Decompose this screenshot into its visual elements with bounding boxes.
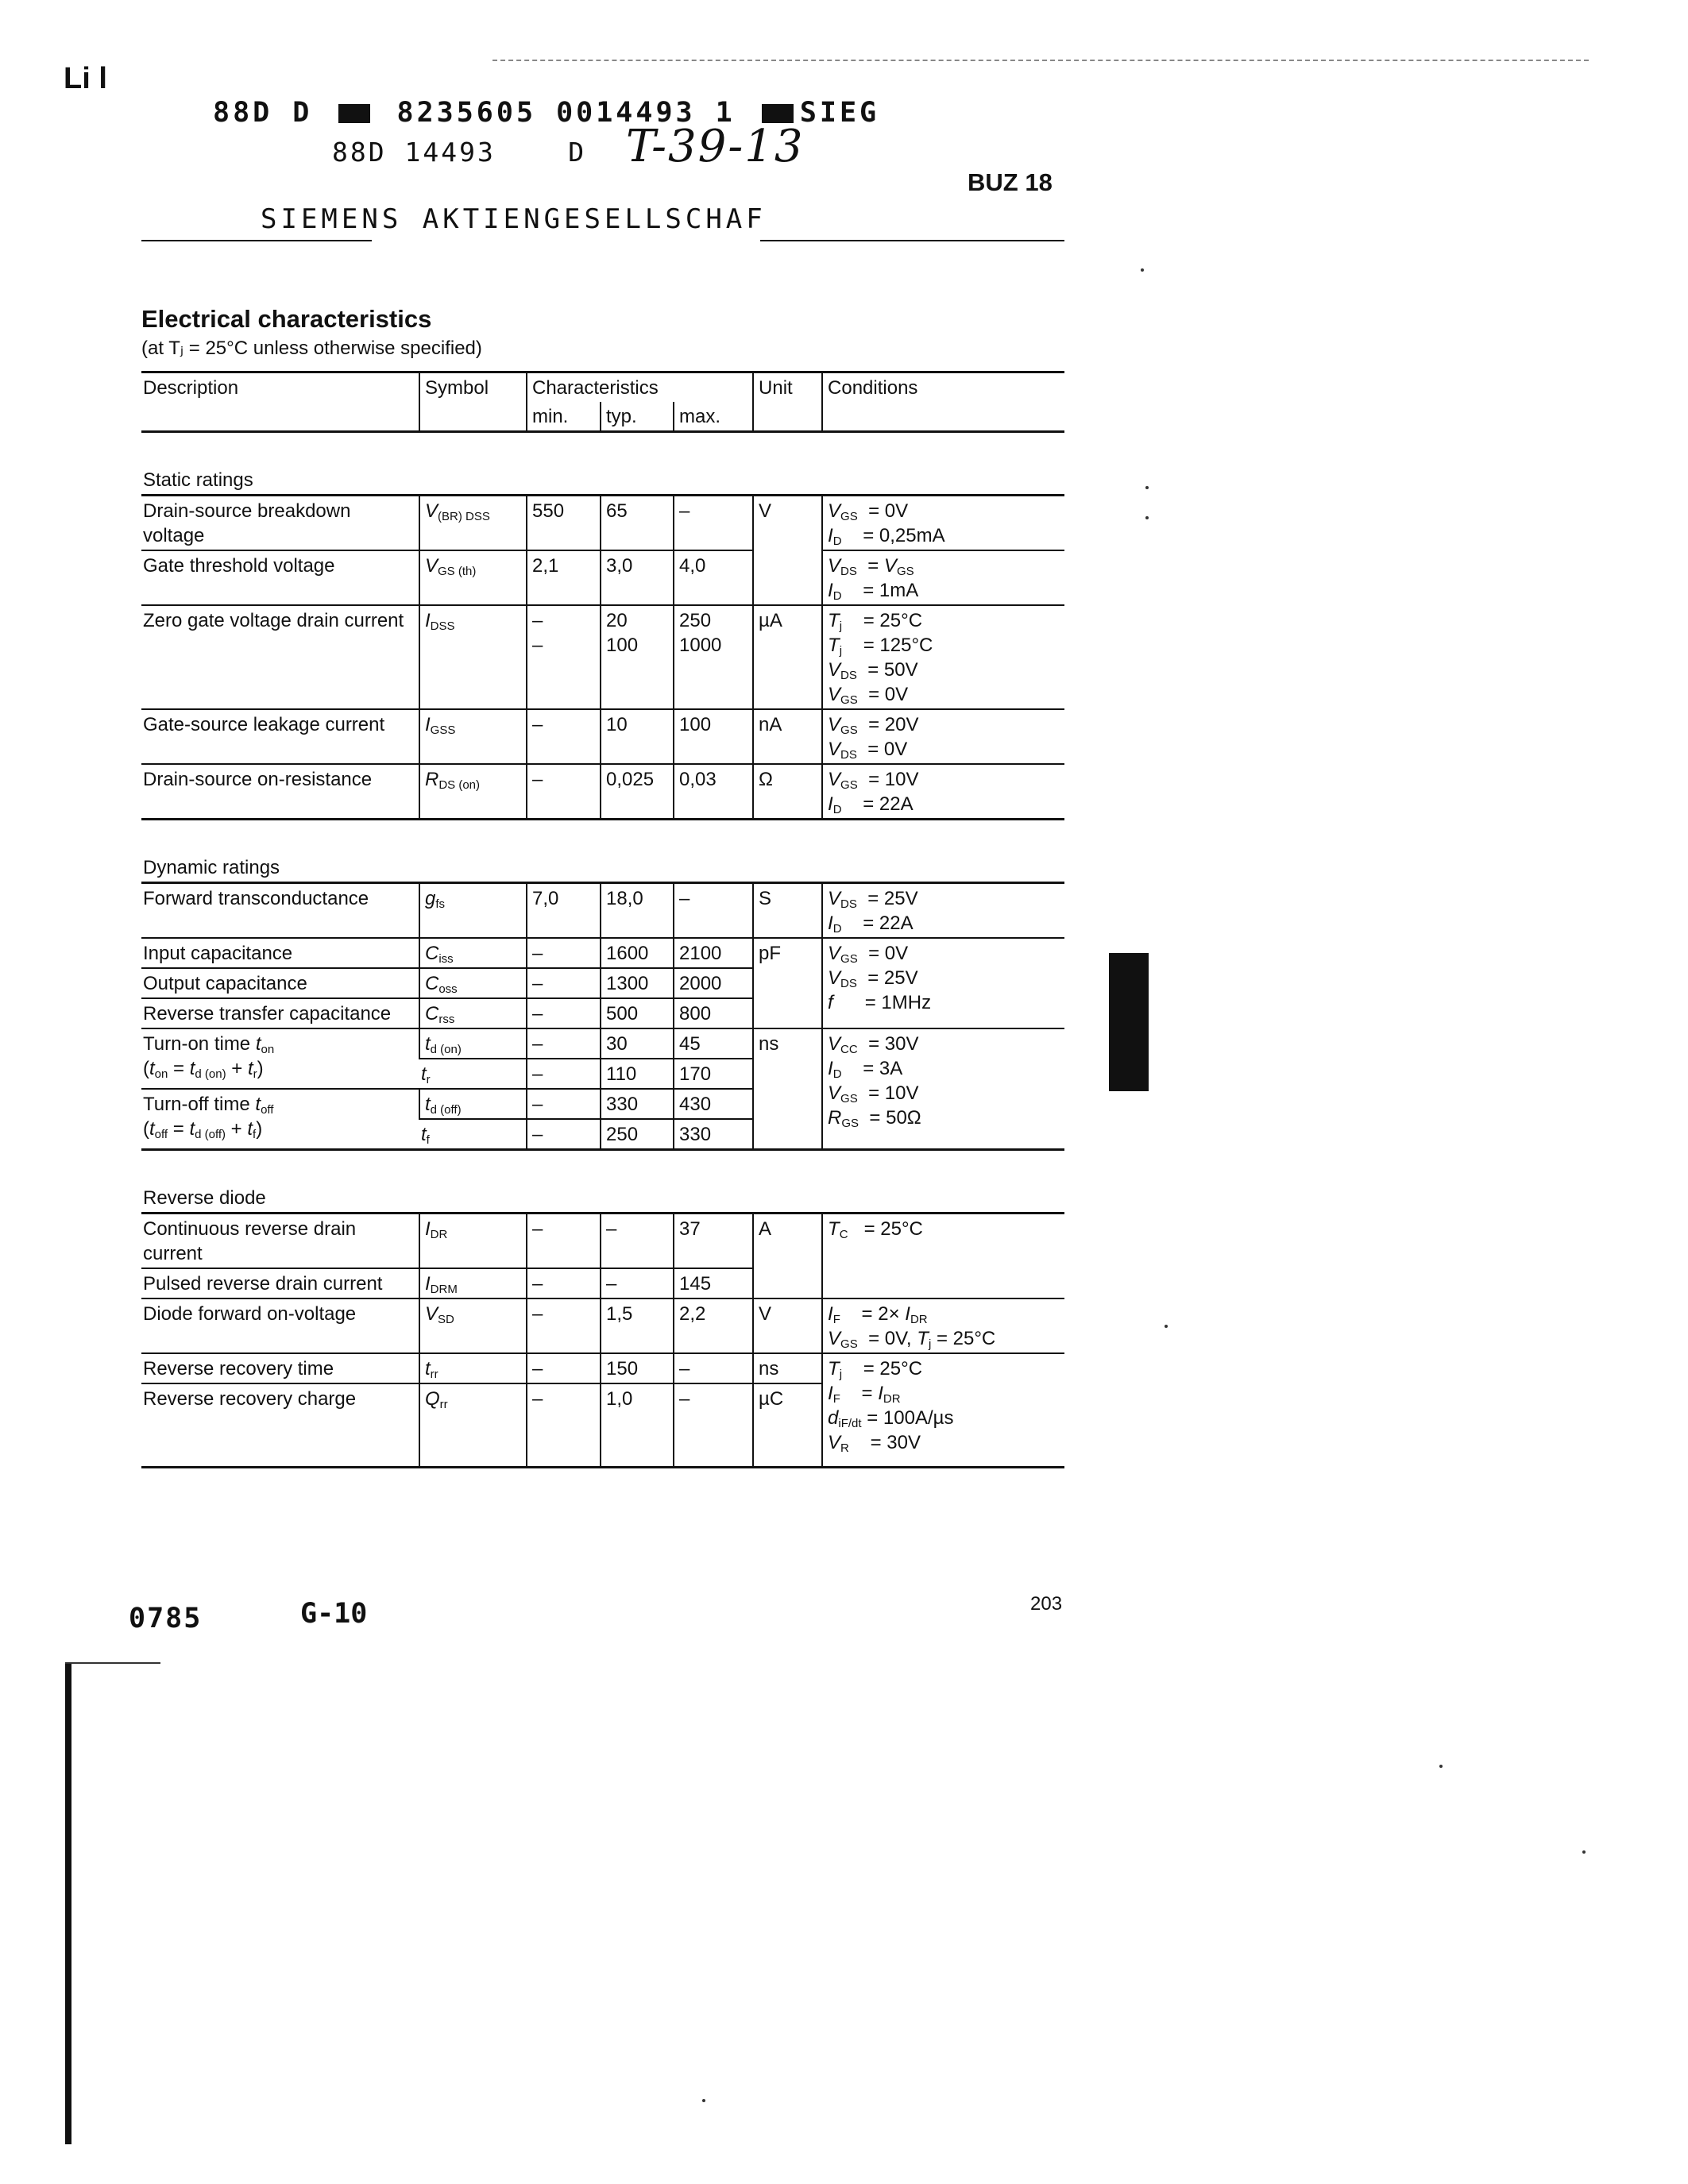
scan-speck <box>1165 1325 1168 1328</box>
row-symbol: $I_{DR}$ <box>419 1214 527 1269</box>
value-typ: 1,5 <box>601 1298 674 1353</box>
header-code-a: 88D D <box>213 97 313 129</box>
header-code-c: SIEG <box>799 97 880 129</box>
value-typ: 20 100 <box>601 605 674 709</box>
value-max: 145 <box>674 1268 753 1298</box>
scan-speck <box>1145 516 1149 519</box>
table-row <box>141 605 1064 709</box>
value-max: – <box>674 883 753 939</box>
table-row <box>141 1028 1064 1059</box>
corner-marks: Li l <box>64 62 107 95</box>
section-title: Electrical characteristics <box>141 305 432 333</box>
header-code-b: 8235605 0014493 1 <box>396 97 736 129</box>
row-symbol: $V_{SD}$ <box>419 1298 527 1353</box>
value-min: – <box>527 938 601 968</box>
value-unit: ns <box>753 1028 822 1150</box>
value-max: 170 <box>674 1059 753 1089</box>
value-typ: 1300 <box>601 968 674 998</box>
footer-code-left: 0785 <box>129 1603 203 1634</box>
value-max: – <box>674 496 753 551</box>
table-row <box>141 550 1064 605</box>
table-row <box>141 1214 1064 1269</box>
value-min: – <box>527 1028 601 1059</box>
row-symbol: $t_{d (on)}$ <box>419 1028 527 1059</box>
value-min: – <box>527 1298 601 1353</box>
value-max: 250 1000 <box>674 605 753 709</box>
value-max: 800 <box>674 998 753 1028</box>
table-subheader-row <box>141 402 1064 432</box>
value-min: – <box>527 709 601 764</box>
value-unit: ns <box>753 1353 822 1383</box>
scan-speck <box>1141 268 1144 272</box>
value-min: – <box>527 998 601 1028</box>
row-conditions: $V_{DS} = V_{GS}$ $I_D$ = 1mA <box>822 550 1064 605</box>
row-description: Continuous reverse drain current <box>141 1214 419 1269</box>
value-unit: pF <box>753 938 822 1028</box>
section-static-ratings: Static ratings <box>141 465 1064 496</box>
row-conditions: $T_j$ = 25°C $T_j$ = 125°C $V_{DS} = 50V$ $V_{GS} = 0V$ <box>822 605 1064 709</box>
value-max: 100 <box>674 709 753 764</box>
value-typ: – <box>601 1214 674 1269</box>
handwritten-code: T-39-13 <box>626 121 805 172</box>
value-max: – <box>674 1353 753 1383</box>
header-symbol: Symbol <box>419 372 527 403</box>
value-min: – <box>527 1059 601 1089</box>
value-min: – <box>527 1383 601 1467</box>
row-description: Reverse recovery time <box>141 1353 419 1383</box>
scan-speck <box>1439 1765 1443 1768</box>
value-typ: 65 <box>601 496 674 551</box>
value-typ: 30 <box>601 1028 674 1059</box>
value-max: 0,03 <box>674 764 753 820</box>
header-characteristics: Characteristics <box>527 372 753 403</box>
header-rule <box>760 240 1064 241</box>
row-symbol: $t_f$ <box>419 1119 527 1150</box>
table-header-row <box>141 372 1064 403</box>
value-unit: V <box>753 496 822 606</box>
value-max: 2000 <box>674 968 753 998</box>
header-description: Description <box>141 372 419 403</box>
footer-code-mid: G-10 <box>300 1598 368 1630</box>
value-min: 7,0 <box>527 883 601 939</box>
row-description: Turn-off time $t_{off}$ $(t_{off} = t_{d (off)} + t_f)$ <box>141 1089 419 1150</box>
row-symbol: $t_{rr}$ <box>419 1353 527 1383</box>
row-description: Output capacitance <box>141 968 419 998</box>
row-conditions: $T_C$ = 25°C <box>822 1214 1064 1299</box>
value-unit: Ω <box>753 764 822 820</box>
margin-tab-bar <box>1109 953 1149 1091</box>
scan-speck <box>1582 1850 1586 1854</box>
row-symbol: $t_r$ <box>419 1059 527 1089</box>
value-typ: 10 <box>601 709 674 764</box>
header-code-d: D <box>568 137 587 168</box>
row-conditions: $V_{GS} = 20V$ $V_{DS} = 0V$ <box>822 709 1064 764</box>
value-min: – <box>527 968 601 998</box>
row-symbol: $C_{rss}$ <box>419 998 527 1028</box>
table-row <box>141 709 1064 764</box>
row-description: Forward transconductance <box>141 883 419 939</box>
row-description: Gate-source leakage current <box>141 709 419 764</box>
table-row <box>141 938 1064 968</box>
row-symbol: $V_{GS (th)}$ <box>419 550 527 605</box>
section-subtitle: (at Tⱼ = 25°C unless otherwise specified) <box>141 338 482 359</box>
header-rule <box>141 240 372 241</box>
value-min: – <box>527 1089 601 1119</box>
row-description: Reverse recovery charge <box>141 1383 419 1467</box>
row-conditions: $V_{DS} = 25V$ $I_D$ = 22A <box>822 883 1064 939</box>
value-unit: S <box>753 883 822 939</box>
value-min: 550 <box>527 496 601 551</box>
part-number: BUZ 18 <box>968 168 1053 196</box>
scan-top-rule <box>492 60 1589 61</box>
value-max: 2100 <box>674 938 753 968</box>
header-code-line2: 88D 14493 <box>332 137 496 168</box>
redaction-block <box>338 104 370 123</box>
electrical-characteristics-table <box>141 371 1064 1468</box>
value-typ: 3,0 <box>601 550 674 605</box>
company-name: SIEMENS AKTIENGESELLSCHAF <box>261 203 767 235</box>
value-typ: 330 <box>601 1089 674 1119</box>
row-symbol: $R_{DS (on)}$ <box>419 764 527 820</box>
value-max: 430 <box>674 1089 753 1119</box>
row-symbol: $I_{DRM}$ <box>419 1268 527 1298</box>
scan-edge-left <box>65 1664 71 2144</box>
value-min: – <box>527 764 601 820</box>
value-max: 45 <box>674 1028 753 1059</box>
table-row <box>141 764 1064 820</box>
value-typ: 110 <box>601 1059 674 1089</box>
row-description: Pulsed reverse drain current <box>141 1268 419 1298</box>
value-max: 4,0 <box>674 550 753 605</box>
row-conditions: $V_{GS} = 0V$ $I_D$ = 0,25mA <box>822 496 1064 551</box>
row-description: Zero gate voltage drain current <box>141 605 419 709</box>
value-max: – <box>674 1383 753 1467</box>
value-unit: µA <box>753 605 822 709</box>
value-min: – <box>527 1119 601 1150</box>
value-typ: 250 <box>601 1119 674 1150</box>
table-row <box>141 1353 1064 1383</box>
value-max: 2,2 <box>674 1298 753 1353</box>
value-max: 330 <box>674 1119 753 1150</box>
value-typ: 1,0 <box>601 1383 674 1467</box>
row-symbol: $C_{oss}$ <box>419 968 527 998</box>
section-dynamic-ratings: Dynamic ratings <box>141 853 1064 883</box>
value-typ: 0,025 <box>601 764 674 820</box>
row-description: Drain-source breakdown voltage <box>141 496 419 551</box>
table-row <box>141 496 1064 551</box>
value-unit: nA <box>753 709 822 764</box>
table-row <box>141 1298 1064 1353</box>
row-description: Gate threshold voltage <box>141 550 419 605</box>
value-min: – – <box>527 605 601 709</box>
row-description: Diode forward on-voltage <box>141 1298 419 1353</box>
value-unit: A <box>753 1214 822 1299</box>
value-typ: – <box>601 1268 674 1298</box>
section-reverse-diode: Reverse diode <box>141 1183 1064 1214</box>
row-symbol: $Q_{rr}$ <box>419 1383 527 1467</box>
header-conditions: Conditions <box>822 372 1064 403</box>
row-symbol: $C_{iss}$ <box>419 938 527 968</box>
value-typ: 1600 <box>601 938 674 968</box>
scan-edge-top <box>65 1662 160 1664</box>
value-typ: 500 <box>601 998 674 1028</box>
value-min: – <box>527 1214 601 1269</box>
row-symbol: $I_{GSS}$ <box>419 709 527 764</box>
page-number: 203 <box>1030 1593 1063 1615</box>
row-symbol: $g_{fs}$ <box>419 883 527 939</box>
row-conditions: $T_j$ = 25°C $I_F$ = $I_{DR}$ $d_{iF/dt} = 100A/\mu s$ $V_R$ = 30V <box>822 1353 1064 1467</box>
value-unit: µC <box>753 1383 822 1467</box>
header-typ: typ. <box>601 402 674 432</box>
value-typ: 150 <box>601 1353 674 1383</box>
value-min: – <box>527 1353 601 1383</box>
row-symbol: $I_{DSS}$ <box>419 605 527 709</box>
row-description: Reverse transfer capacitance <box>141 998 419 1028</box>
row-symbol: $t_{d (off)}$ <box>419 1089 527 1119</box>
scan-speck <box>702 2099 705 2102</box>
row-symbol: $V_{(BR) DSS}$ <box>419 496 527 551</box>
value-typ: 18,0 <box>601 883 674 939</box>
row-conditions: $V_{CC} = 30V$ $I_D$ = 3A $V_{GS} = 10V$ $R_{GS} = 50\Omega$ <box>822 1028 1064 1150</box>
value-min: 2,1 <box>527 550 601 605</box>
value-max: 37 <box>674 1214 753 1269</box>
table-row <box>141 883 1064 939</box>
scan-speck <box>1145 486 1149 489</box>
header-max: max. <box>674 402 753 432</box>
row-description: Turn-on time $t_{on}$ $(t_{on} = t_{d (on)} + t_r)$ <box>141 1028 419 1089</box>
row-conditions: $V_{GS} = 10V$ $I_D$ = 22A <box>822 764 1064 820</box>
row-conditions: $V_{GS} = 0V$ $V_{DS} = 25V$ f = 1MHz <box>822 938 1064 1028</box>
header-min: min. <box>527 402 601 432</box>
header-unit: Unit <box>753 372 822 403</box>
header-code-line-2 <box>332 137 586 168</box>
row-conditions: $I_F$ = $2\times I_{DR}$ $V_{GS} = 0V$, $T_j = 25^\circ C$ <box>822 1298 1064 1353</box>
row-description: Input capacitance <box>141 938 419 968</box>
row-description: Drain-source on-resistance <box>141 764 419 820</box>
value-min: – <box>527 1268 601 1298</box>
value-unit: V <box>753 1298 822 1353</box>
